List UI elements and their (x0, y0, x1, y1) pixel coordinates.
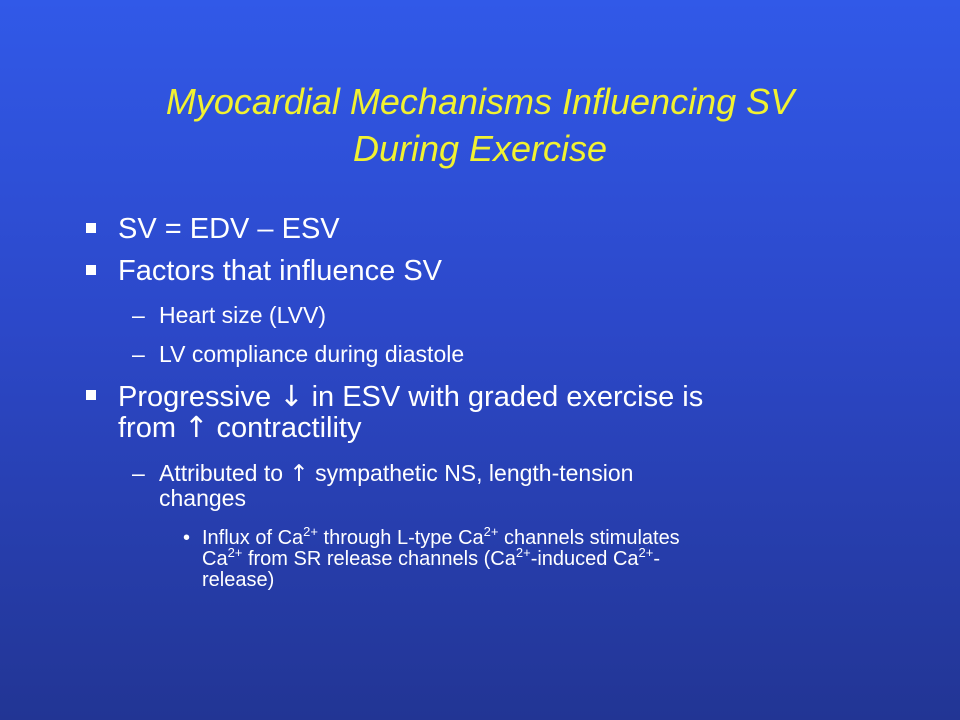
slide-title (60, 78, 900, 172)
bullet-progressive-esv (118, 381, 868, 443)
bullet-text: SV = EDV – ESV (118, 213, 340, 245)
sub-bullet-text: Heart size (LVV) (159, 302, 327, 328)
down-arrow-icon: ↓ (279, 379, 304, 413)
sub-bullet-line-1: Attributed to ↑ sympathetic NS, length-tension (159, 460, 634, 487)
sub-sub-bullet-calcium (183, 524, 862, 591)
dot-bullet-icon: • (183, 527, 191, 549)
sub-bullet-line-2: changes (159, 485, 246, 511)
bullet-factors (118, 256, 442, 286)
dash-bullet-icon: – (132, 302, 145, 328)
bullet-line-2: from ↑ contractility (118, 410, 362, 444)
sub-sub-bullet-line-2: $Ca^{2+}$ from SR release channels ($Ca^{2+}$-induced $Ca^{2+}-$ (202, 545, 661, 570)
bullet-line-1: Progressive ↓ in ESV with graded exercise is (118, 379, 704, 413)
sub-bullet-heart-size (132, 302, 327, 328)
title-line-1: Myocardial Mechanisms Influencing SV (165, 81, 795, 122)
dash-bullet-icon: – (132, 341, 145, 367)
sub-bullet-attributed (132, 460, 634, 511)
bullet-sv-equation (118, 214, 340, 244)
square-bullet-icon (86, 265, 96, 275)
sub-sub-bullet-line-1: Influx of $Ca^{2+}$ through L-type $Ca^{2+}$ channels stimulates (202, 524, 680, 549)
up-arrow-icon: ↑ (289, 461, 309, 487)
up-arrow-icon: ↑ (184, 410, 209, 444)
sub-bullet-lv-compliance (132, 341, 465, 367)
square-bullet-icon (86, 390, 96, 400)
title-line-2: During Exercise (352, 128, 608, 169)
bullet-text: Factors that influence SV (118, 255, 442, 287)
sub-bullet-text: LV compliance during diastole (159, 341, 465, 367)
square-bullet-icon (86, 223, 96, 233)
sub-sub-bullet-line-3: release) (202, 569, 275, 591)
dash-bullet-icon: – (132, 460, 145, 486)
